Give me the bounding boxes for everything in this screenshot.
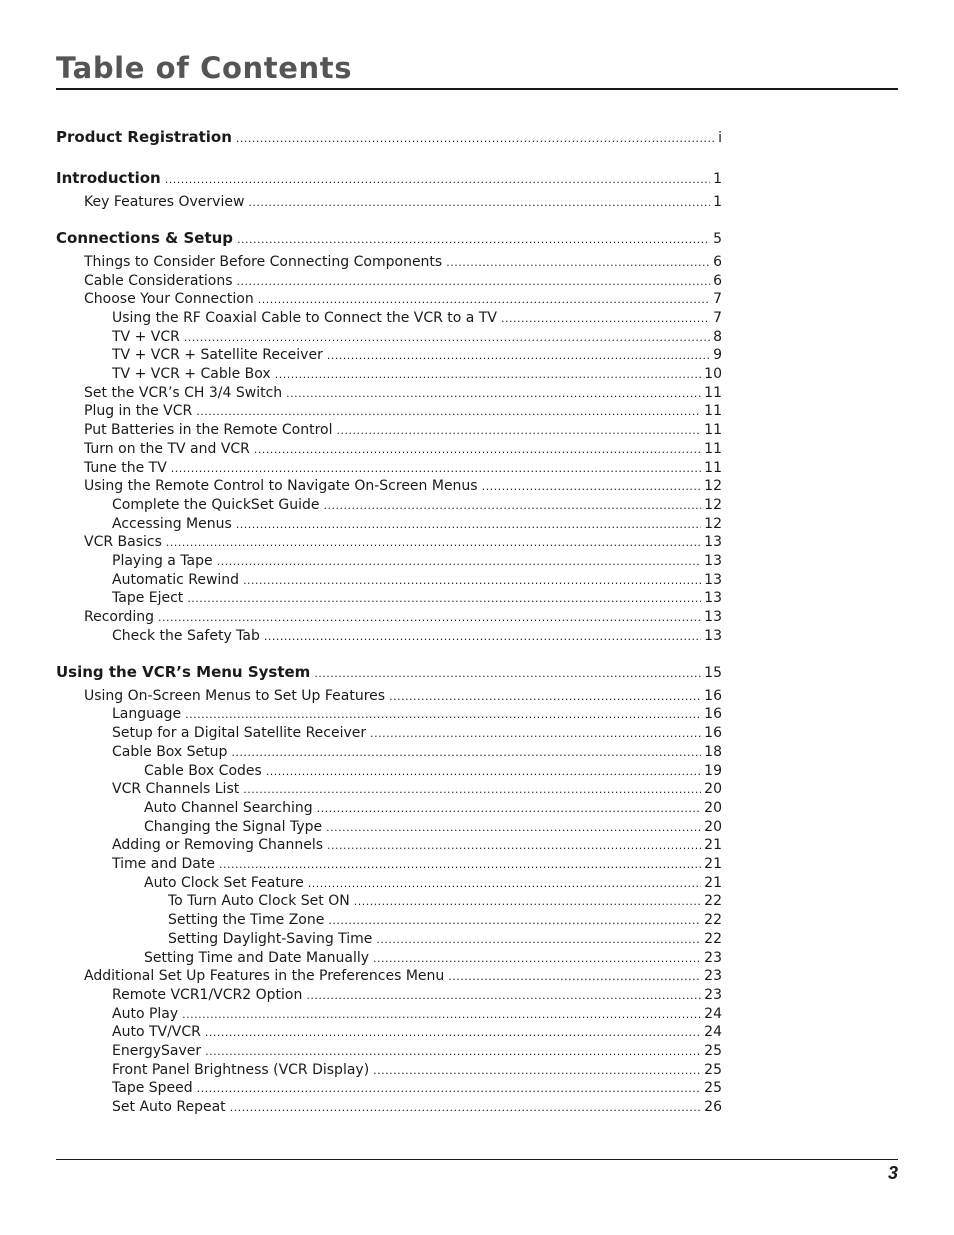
- page-number: 3: [887, 1163, 898, 1183]
- toc-entry-title: Accessing Menus: [112, 515, 232, 532]
- toc-entry-title: Check the Safety Tab: [112, 627, 260, 644]
- toc-entry: [112, 743, 722, 761]
- toc-entry-page: 10: [704, 366, 722, 382]
- toc-entry-title: Playing a Tape: [112, 553, 213, 569]
- toc-entry-page: 16: [704, 706, 722, 723]
- toc-entry-page: 25: [704, 1061, 722, 1078]
- toc-entry-page: 18: [704, 743, 722, 760]
- toc-entry-title: Things to Consider Before Connecting Components: [84, 253, 443, 270]
- dot-leader: [314, 665, 701, 683]
- toc-entry-title: VCR Basics: [84, 534, 162, 551]
- toc-entry-page: 13: [704, 590, 722, 607]
- dot-leader: [236, 130, 715, 148]
- toc-entry: [112, 309, 722, 327]
- toc-entry-page: 5: [713, 231, 722, 248]
- toc-entry-page: 22: [704, 930, 722, 947]
- toc-entry-page: 11: [704, 384, 722, 401]
- dot-leader: [237, 231, 710, 249]
- toc-entry-page: 23: [704, 949, 722, 966]
- dot-leader: [158, 609, 701, 627]
- toc-entry-title: Turn on the TV and VCR: [84, 440, 250, 457]
- toc-entry-page: 25: [704, 1080, 722, 1097]
- toc-entry-page: 21: [704, 856, 722, 872]
- toc-entry: [112, 780, 722, 798]
- toc-entry: [84, 533, 722, 551]
- toc-entry: [112, 1079, 722, 1097]
- toc-entry: [84, 687, 722, 705]
- toc-entry-page: 12: [704, 515, 722, 532]
- dot-leader: [248, 194, 710, 212]
- toc-entry: [112, 1042, 722, 1060]
- toc-entry-page: 6: [713, 272, 722, 289]
- dot-leader: [275, 366, 701, 384]
- toc-entry-title: Setup for a Digital Satellite Receiver: [112, 725, 367, 742]
- dot-leader: [308, 875, 701, 893]
- dot-leader: [376, 931, 701, 949]
- toc-entry-title: Put Batteries in the Remote Control: [84, 422, 333, 439]
- footer-rule: [56, 1159, 898, 1160]
- toc-entry-page: 11: [704, 440, 722, 457]
- toc-entry-title: Auto Channel Searching: [144, 799, 313, 816]
- toc-entry-page: 22: [704, 893, 722, 910]
- dot-leader: [373, 950, 701, 968]
- toc-entry: [112, 496, 722, 514]
- header-rule: [56, 88, 898, 90]
- toc-entry-page: i: [718, 130, 722, 146]
- dot-leader: [337, 422, 702, 440]
- dot-leader: [258, 291, 710, 309]
- toc-entry-title: Language: [112, 706, 182, 723]
- toc-entry-title: Tape Speed: [112, 1080, 193, 1097]
- toc-entry-page: 23: [704, 986, 722, 1003]
- toc-entry-title: TV + VCR: [112, 328, 180, 345]
- toc-entry-page: 13: [704, 627, 722, 644]
- toc-entry: [84, 193, 722, 211]
- dot-leader: [187, 590, 701, 608]
- dot-leader: [306, 987, 701, 1005]
- dot-leader: [231, 744, 701, 762]
- toc-entry-title: To Turn Auto Clock Set ON: [168, 893, 350, 910]
- toc-entry-title: Auto Play: [112, 1005, 179, 1022]
- dot-leader: [236, 516, 701, 534]
- toc-entry-page: 11: [704, 459, 722, 476]
- dot-leader: [254, 441, 701, 459]
- toc-entry-title: Time and Date: [112, 856, 215, 872]
- toc-entry: [84, 477, 722, 495]
- toc-entry-page: 12: [704, 496, 722, 513]
- toc-entry-title: Introduction: [56, 169, 161, 188]
- toc-entry-page: 13: [704, 553, 722, 569]
- toc-entry: [84, 459, 722, 477]
- toc-entry-title: Cable Considerations: [84, 272, 233, 289]
- toc-entry: [112, 855, 722, 873]
- toc-entry-page: 23: [704, 968, 722, 985]
- toc-entry-title: Setting Daylight-Saving Time: [168, 930, 373, 947]
- toc-entry: [168, 911, 722, 929]
- dot-leader: [446, 254, 710, 272]
- toc-entry-title: Additional Set Up Features in the Preferences Menu: [84, 968, 445, 985]
- toc-entry-title: Using the RF Coaxial Cable to Connect the VCR to a TV: [112, 309, 497, 326]
- toc-entry-title: Connections & Setup: [56, 229, 234, 248]
- toc-entry-title: Auto TV/VCR: [112, 1024, 201, 1041]
- dot-leader: [196, 403, 701, 421]
- toc-entry-page: 16: [704, 687, 722, 704]
- toc-entry: [112, 365, 722, 383]
- toc-entry-title: Front Panel Brightness (VCR Display): [112, 1061, 370, 1078]
- toc-entry-title: Tape Eject: [112, 590, 184, 607]
- toc-entry: [84, 967, 722, 985]
- toc-entry-page: 25: [704, 1043, 722, 1059]
- dot-leader: [264, 628, 701, 646]
- toc-entry-title: Set Auto Repeat: [112, 1099, 226, 1116]
- dot-leader: [323, 497, 701, 515]
- dot-leader: [185, 706, 701, 724]
- toc-entry-title: VCR Channels List: [112, 781, 240, 798]
- toc-entry-title: Choose Your Connection: [84, 291, 254, 308]
- toc-section: [56, 663, 722, 681]
- toc-entry: [112, 724, 722, 742]
- toc-entry: [112, 1023, 722, 1041]
- toc-entry-title: Using the VCR’s Menu System: [56, 663, 311, 681]
- dot-leader: [326, 819, 701, 837]
- toc-entry-title: TV + VCR + Satellite Receiver: [112, 347, 323, 364]
- toc-entry: [112, 571, 722, 589]
- toc-entry-title: EnergySaver: [112, 1043, 202, 1059]
- toc-entry-title: Setting the Time Zone: [168, 912, 325, 929]
- dot-leader: [354, 893, 701, 911]
- toc-entry-page: 20: [704, 799, 722, 816]
- page-title: Table of Contents: [56, 51, 353, 85]
- dot-leader: [286, 385, 701, 403]
- toc-entry-page: 24: [704, 1024, 722, 1041]
- toc-entry-title: Key Features Overview: [84, 193, 245, 210]
- dot-leader: [182, 1006, 701, 1024]
- toc-entry: [112, 346, 722, 364]
- toc-entry-title: Plug in the VCR: [84, 403, 193, 420]
- dot-leader: [205, 1043, 701, 1061]
- toc-entry-page: 9: [713, 347, 722, 364]
- toc-entry: [112, 1005, 722, 1023]
- toc-entry: [144, 949, 722, 967]
- dot-leader: [317, 800, 702, 818]
- toc-entry-page: 7: [713, 291, 722, 308]
- toc-entry-title: Product Registration: [56, 128, 232, 146]
- toc-entry: [112, 328, 722, 346]
- toc-entry-page: 1: [713, 193, 722, 210]
- dot-leader: [373, 1062, 701, 1080]
- toc-entry: [168, 892, 722, 910]
- toc-entry-title: Using On-Screen Menus to Set Up Features: [84, 687, 386, 704]
- toc-entry-title: Cable Box Setup: [112, 743, 228, 760]
- toc-entry-page: 19: [704, 762, 722, 779]
- toc-entry-title: Cable Box Codes: [144, 762, 262, 779]
- toc-entry-page: 20: [704, 818, 722, 835]
- toc-entry-title: Automatic Rewind: [112, 571, 240, 588]
- dot-leader: [482, 478, 702, 496]
- toc-entry: [84, 290, 722, 308]
- toc-entry: [112, 1061, 722, 1079]
- toc-entry-page: 13: [704, 571, 722, 588]
- toc-entry-page: 24: [704, 1005, 722, 1022]
- toc-entry: [112, 705, 722, 723]
- dot-leader: [389, 688, 701, 706]
- toc-entry: [144, 818, 722, 836]
- toc-entry-title: Setting Time and Date Manually: [144, 949, 370, 966]
- toc-entry: [84, 440, 722, 458]
- toc-entry-page: 16: [704, 725, 722, 742]
- toc-entry-page: 22: [704, 912, 722, 929]
- dot-leader: [327, 347, 710, 365]
- dot-leader: [197, 1080, 702, 1098]
- dot-leader: [243, 572, 701, 590]
- toc-entry: [112, 836, 722, 854]
- toc-entry-title: Set the VCR’s CH 3/4 Switch: [84, 384, 283, 401]
- dot-leader: [328, 912, 701, 930]
- toc-entry-title: Auto Clock Set Feature: [144, 874, 304, 891]
- dot-leader: [219, 856, 701, 874]
- toc-entry: [84, 272, 722, 290]
- dot-leader: [266, 763, 701, 781]
- toc-entry: [112, 589, 722, 607]
- dot-leader: [166, 534, 701, 552]
- toc-entry-page: 20: [704, 781, 722, 798]
- toc-entry: [168, 930, 722, 948]
- toc-entry: [144, 762, 722, 780]
- toc-entry-title: Recording: [84, 609, 155, 626]
- toc-entry-page: 21: [704, 837, 722, 854]
- toc-section: [56, 169, 722, 187]
- toc-entry-title: Tune the TV: [84, 459, 167, 476]
- toc-entry-title: Using the Remote Control to Navigate On-Screen Menus: [84, 478, 478, 495]
- toc-entry-page: 1: [713, 171, 722, 188]
- toc-entry: [84, 402, 722, 420]
- toc-entry-page: 12: [704, 478, 722, 495]
- toc-entry-page: 21: [704, 874, 722, 891]
- toc-entry: [112, 627, 722, 645]
- dot-leader: [217, 553, 702, 571]
- toc-entry-title: Complete the QuickSet Guide: [112, 496, 320, 513]
- toc-entry-page: 8: [713, 328, 722, 345]
- dot-leader: [205, 1024, 701, 1042]
- toc-entry-page: 11: [704, 422, 722, 439]
- dot-leader: [171, 460, 701, 478]
- toc-entry: [112, 515, 722, 533]
- toc-entry-page: 11: [704, 403, 722, 420]
- toc-entry-page: 7: [713, 309, 722, 326]
- toc-entry-page: 15: [704, 665, 722, 681]
- toc-entry: [112, 986, 722, 1004]
- toc-entry-title: TV + VCR + Cable Box: [112, 366, 271, 382]
- dot-leader: [237, 273, 711, 291]
- toc-entry: [84, 421, 722, 439]
- toc-section: [56, 229, 722, 247]
- toc-section: [56, 128, 722, 146]
- toc-entry-title: Adding or Removing Channels: [112, 837, 324, 854]
- dot-leader: [165, 171, 710, 189]
- dot-leader: [501, 310, 710, 328]
- toc-entry-title: Changing the Signal Type: [144, 818, 323, 835]
- toc-entry-page: 26: [704, 1099, 722, 1116]
- toc-entry: [144, 874, 722, 892]
- toc-entry-page: 13: [704, 609, 722, 626]
- toc-entry: [144, 799, 722, 817]
- dot-leader: [327, 837, 701, 855]
- dot-leader: [448, 968, 701, 986]
- toc-entry-page: 13: [704, 534, 722, 551]
- dot-leader: [230, 1099, 701, 1117]
- toc-entry-title: Remote VCR1/VCR2 Option: [112, 986, 303, 1003]
- toc-entry: [84, 253, 722, 271]
- toc-entry-page: 6: [713, 253, 722, 270]
- dot-leader: [184, 329, 710, 347]
- toc-entry: [84, 608, 722, 626]
- toc-entry: [112, 1098, 722, 1116]
- dot-leader: [243, 781, 701, 799]
- toc-entry: [112, 552, 722, 570]
- dot-leader: [370, 725, 701, 743]
- toc-entry: [84, 384, 722, 402]
